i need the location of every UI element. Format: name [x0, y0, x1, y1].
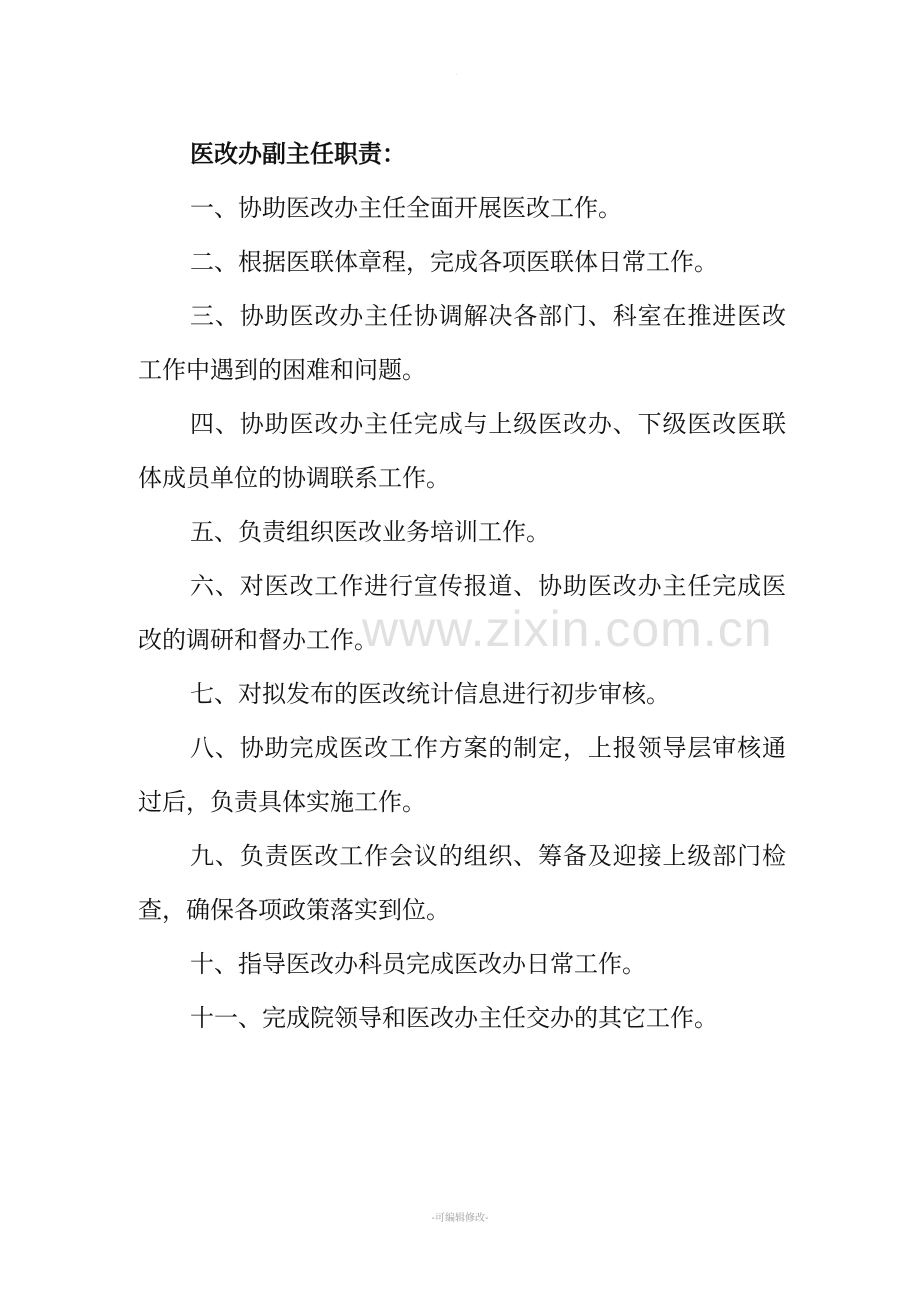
document-title: 医改办副主任职责： — [190, 140, 406, 168]
duty-item-5: 五、负责组织医改业务培训工作。 — [190, 518, 550, 546]
top-mark: · — [455, 70, 458, 79]
duty-item-1: 一、协助医改办主任全面开展医改工作。 — [190, 194, 622, 222]
duty-item-4: 四、协助医改办主任完成与上级医改办、下级医改医联体成员单位的协调联系工作。 — [138, 410, 786, 492]
duty-item-8: 八、协助完成医改工作方案的制定，上报领导层审核通过后，负责具体实施工作。 — [138, 734, 786, 816]
duty-item-2: 二、根据医联体章程，完成各项医联体日常工作。 — [190, 248, 718, 276]
duty-item-7: 七、对拟发布的医改统计信息进行初步审核。 — [190, 680, 670, 708]
duty-item-10: 十、指导医改办科员完成医改办日常工作。 — [190, 950, 646, 978]
watermark: www.zixin.com.cn — [362, 601, 773, 657]
duty-item-3: 三、协助医改办主任协调解决各部门、科室在推进医改工作中遇到的困难和问题。 — [138, 302, 786, 384]
duty-item-6: 六、对医改工作进行宣传报道、协助医改办主任完成医改的调研和督办工作。 — [138, 572, 786, 654]
document-body — [138, 127, 786, 1045]
duty-item-11: 十一、完成院领导和医改办主任交办的其它工作。 — [190, 1004, 718, 1032]
page-footer: -可编辑修改- — [431, 1213, 489, 1224]
duty-item-9: 九、负责医改工作会议的组织、筹备及迎接上级部门检查，确保各项政策落实到位。 — [138, 842, 786, 924]
